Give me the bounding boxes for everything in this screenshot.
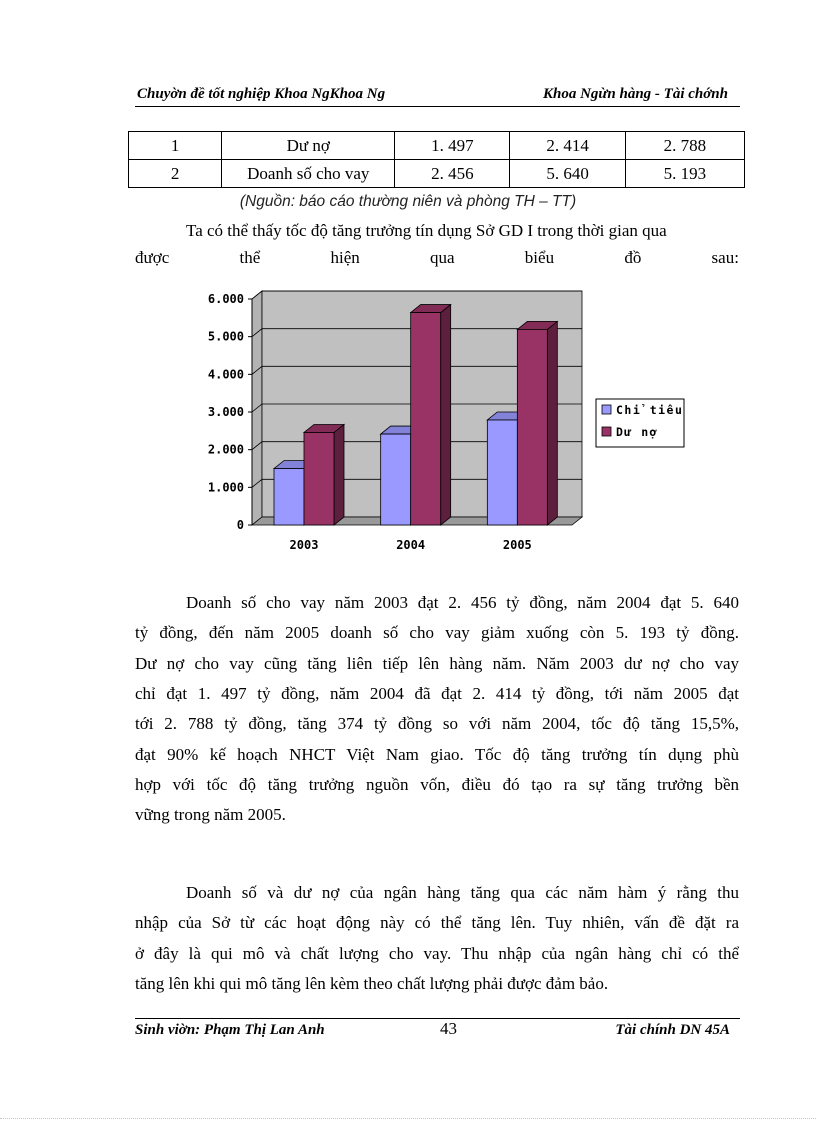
legend-swatch (602, 427, 611, 436)
table-cell: 5. 193 (625, 160, 744, 188)
table-cell: 1. 497 (395, 132, 510, 160)
table-row (129, 132, 745, 160)
table-cell: Dư nợ (222, 132, 395, 160)
table-cell: Doanh số cho vay (222, 160, 395, 188)
y-tick-label: 3.000 (207, 405, 244, 419)
footer-author: Sinh viờn: Phạm Thị Lan Anh (135, 1022, 325, 1038)
table-cell: 2. 456 (395, 160, 510, 188)
bar (517, 329, 547, 525)
header-left-text: Chuyờn đề tốt nghiệp Khoa NgKhoa Ng (137, 86, 386, 102)
paragraph-line: Dư nợ cho vay cũng tăng liên tiếp lên hàng năm. Năm 2003 dư nợ cho vay (135, 653, 739, 673)
header-right-text: Khoa Ngừn hàng - Tài chớnh (542, 86, 728, 102)
intro-line-1: Ta có thể thấy tốc độ tăng trưởng tín dụng Sở GD I trong thời gian qua (186, 221, 667, 240)
intro-line-2 (135, 248, 739, 268)
paragraph-line: tới 2. 788 tỷ đồng, tăng 374 tỷ đồng so với năm 2004, tốc độ tăng 15,5%, (135, 714, 739, 734)
paragraph-line: nhập của Sở từ các hoạt động này có thể tăng lên. Tuy nhiên, vấn đề đặt ra (135, 913, 739, 933)
bar-side (441, 305, 451, 525)
data-table (128, 131, 745, 188)
paragraph-line: tỷ đồng, đến năm 2005 doanh số cho vay giảm xuống còn 5. 193 tỷ đồng. (135, 623, 739, 643)
paragraph-line: đạt 90% kế hoạch NHCT Việt Nam giao. Tốc độ tăng trưởng tín dụng phù (135, 744, 739, 764)
intro-word: biểu (524, 248, 555, 267)
page-header (135, 84, 740, 107)
intro-word: qua (430, 248, 455, 267)
table-row (129, 160, 745, 188)
intro-word: sau: (711, 248, 739, 267)
paragraph-line: vững trong năm 2005. (135, 805, 286, 825)
paragraph-line: Doanh số cho vay năm 2003 đạt 2. 456 tỷ đồng, năm 2004 đạt 5. 640 (186, 593, 739, 612)
y-tick-label: 1.000 (207, 480, 244, 495)
x-tick-label: 2004 (396, 538, 426, 552)
page-number: 43 (440, 1019, 457, 1038)
y-tick-label: 0 (236, 518, 244, 532)
bar-chart (200, 285, 690, 560)
legend-label: Dư nợ (616, 425, 659, 439)
source-note: (Nguồn: báo cáo thường niên và phòng TH – TT) (239, 193, 577, 210)
page-edge-divider (0, 1118, 816, 1119)
bar (274, 469, 304, 525)
intro-word: hiện (330, 248, 360, 267)
y-tick-label: 6.000 (207, 292, 244, 306)
intro-word: được (135, 248, 170, 267)
legend-label: Chỉ tiêu (616, 403, 684, 417)
bar (381, 434, 411, 525)
bar (487, 420, 517, 525)
table-cell: 2. 414 (510, 132, 625, 160)
footer-divider (135, 1018, 740, 1019)
y-tick-label: 5.000 (207, 329, 244, 344)
intro-word: thể (239, 248, 261, 267)
footer-class: Tài chính DN 45A (615, 1022, 730, 1038)
bar-side (547, 321, 557, 525)
intro-word: đồ (624, 248, 642, 267)
paragraph-line: ở đây là qui mô và chất lượng cho vay. Thu nhập của ngân hàng chỉ có thể (135, 943, 739, 963)
y-tick-label: 2.000 (207, 442, 244, 457)
paragraph-line: chỉ đạt 1. 497 tỷ đồng, năm 2004 đã đạt 2. 414 tỷ đồng, tới năm 2005 đạt (135, 683, 739, 703)
bar (304, 432, 334, 525)
bar-side (334, 424, 344, 525)
paragraph-line: Doanh số và dư nợ của ngân hàng tăng qua các năm hàm ý rằng thu (186, 883, 739, 902)
table-cell: 2. 788 (625, 132, 744, 160)
table-cell: 2 (129, 160, 222, 188)
paragraph-line: hợp với tốc độ tăng trưởng nguồn vốn, điều đó tạo ra sự tăng trưởng bền (135, 774, 739, 794)
x-tick-label: 2005 (502, 538, 532, 552)
x-tick-label: 2003 (289, 538, 319, 552)
table-cell: 1 (129, 132, 222, 160)
y-tick-label: 4.000 (207, 367, 244, 382)
table-cell: 5. 640 (510, 160, 625, 188)
bar (411, 313, 441, 525)
legend-swatch (602, 405, 611, 414)
paragraph-line: tăng lên khi qui mô tăng lên kèm theo chất lượng phải được đảm bảo. (135, 973, 609, 993)
